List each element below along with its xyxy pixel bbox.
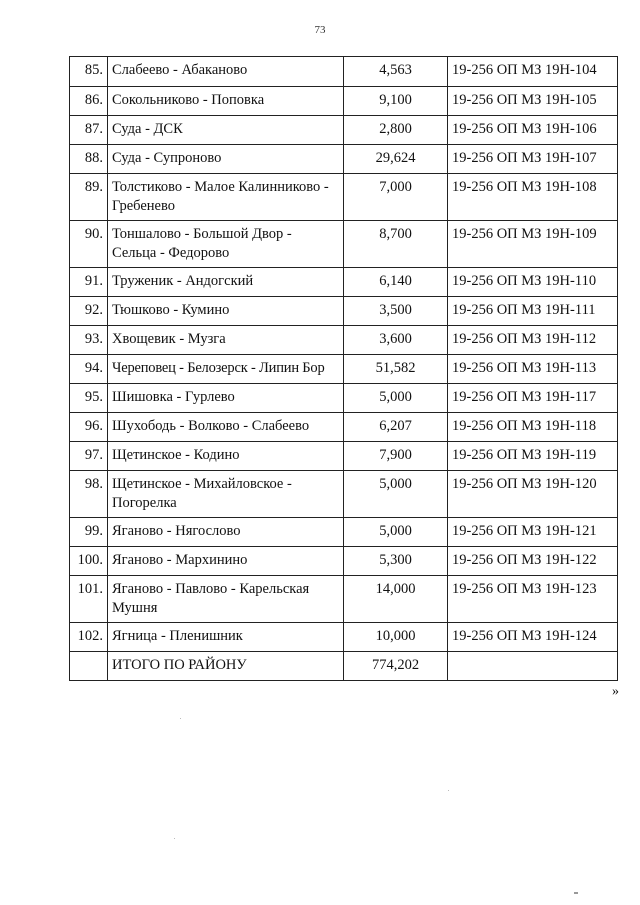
row-number: 102. [70, 623, 108, 652]
table-row [70, 221, 618, 268]
road-code: 19-256 ОП МЗ 19Н-107 [448, 145, 618, 174]
scan-speck [448, 790, 449, 791]
table-row [70, 518, 618, 547]
road-length: 8,700 [344, 221, 448, 268]
closing-quote: » [612, 684, 619, 699]
table-row [70, 297, 618, 326]
table-row [70, 471, 618, 518]
road-code: 19-256 ОП МЗ 19Н-106 [448, 116, 618, 145]
table-row [70, 442, 618, 471]
road-length: 9,100 [344, 87, 448, 116]
table-row [70, 355, 618, 384]
roads-table-body [70, 57, 618, 681]
road-name: Тюшково - Кумино [108, 297, 344, 326]
row-number: 89. [70, 174, 108, 221]
road-code: 19-256 ОП МЗ 19Н-120 [448, 471, 618, 518]
table-row [70, 413, 618, 442]
road-length: 10,000 [344, 623, 448, 652]
row-number: 87. [70, 116, 108, 145]
road-code: 19-256 ОП МЗ 19Н-105 [448, 87, 618, 116]
road-length: 5,000 [344, 471, 448, 518]
road-code: 19-256 ОП МЗ 19Н-122 [448, 547, 618, 576]
road-code: 19-256 ОП МЗ 19Н-108 [448, 174, 618, 221]
total-label: ИТОГО ПО РАЙОНУ [108, 652, 344, 681]
road-name: Ягница - Пленишник [108, 623, 344, 652]
table-row [70, 57, 618, 87]
row-number: 95. [70, 384, 108, 413]
row-number: 98. [70, 471, 108, 518]
road-name: Череповец - Белозерск - Липин Бор [108, 355, 344, 384]
road-length: 4,563 [344, 57, 448, 87]
road-code: 19-256 ОП МЗ 19Н-112 [448, 326, 618, 355]
road-name: Сокольниково - Поповка [108, 87, 344, 116]
road-name: Тоншалово - Большой Двор - Сельца - Федорово [108, 221, 344, 268]
table-row [70, 623, 618, 652]
total-number [70, 652, 108, 681]
road-name: Шухободь - Волково - Слабеево [108, 413, 344, 442]
road-name: Труженик - Андогский [108, 268, 344, 297]
road-code: 19-256 ОП МЗ 19Н-118 [448, 413, 618, 442]
row-number: 92. [70, 297, 108, 326]
row-number: 90. [70, 221, 108, 268]
table-row [70, 326, 618, 355]
road-code: 19-256 ОП МЗ 19Н-117 [448, 384, 618, 413]
road-name: Ягановo - Нягослово [108, 518, 344, 547]
road-name: Хвощевик - Музга [108, 326, 344, 355]
road-length: 7,000 [344, 174, 448, 221]
road-code: 19-256 ОП МЗ 19Н-110 [448, 268, 618, 297]
road-length: 3,500 [344, 297, 448, 326]
row-number: 93. [70, 326, 108, 355]
road-code: 19-256 ОП МЗ 19Н-111 [448, 297, 618, 326]
road-name: Толстиково - Малое Калинниково - Гребенево [108, 174, 344, 221]
road-length: 2,800 [344, 116, 448, 145]
road-name: Суда - Супроново [108, 145, 344, 174]
road-name: Ягановo - Мархинино [108, 547, 344, 576]
scan-speck [174, 838, 175, 839]
road-name: Слабеево - Абаканово [108, 57, 344, 87]
table-row [70, 116, 618, 145]
total-length: 774,202 [344, 652, 448, 681]
row-number: 91. [70, 268, 108, 297]
table-row [70, 145, 618, 174]
table-row [70, 384, 618, 413]
road-code: 19-256 ОП МЗ 19Н-119 [448, 442, 618, 471]
roads-table [69, 56, 618, 681]
row-number: 101. [70, 576, 108, 623]
road-code: 19-256 ОП МЗ 19Н-113 [448, 355, 618, 384]
page-number: 73 [314, 24, 326, 36]
road-length: 14,000 [344, 576, 448, 623]
road-name: Ягановo - Павлово - Карельская Мушня [108, 576, 344, 623]
scan-speck [180, 718, 181, 719]
road-length: 51,582 [344, 355, 448, 384]
road-name: Щетинское - Кодино [108, 442, 344, 471]
road-length: 5,000 [344, 384, 448, 413]
road-name: Щетинское - Михайловское - Погорелка [108, 471, 344, 518]
total-row [70, 652, 618, 681]
road-length: 5,300 [344, 547, 448, 576]
table-row [70, 268, 618, 297]
road-length: 29,624 [344, 145, 448, 174]
table-row [70, 547, 618, 576]
row-number: 94. [70, 355, 108, 384]
road-code: 19-256 ОП МЗ 19Н-123 [448, 576, 618, 623]
table-row [70, 174, 618, 221]
road-code: 19-256 ОП МЗ 19Н-124 [448, 623, 618, 652]
row-number: 97. [70, 442, 108, 471]
table-row [70, 576, 618, 623]
row-number: 99. [70, 518, 108, 547]
row-number: 100. [70, 547, 108, 576]
row-number: 88. [70, 145, 108, 174]
road-code: 19-256 ОП МЗ 19Н-109 [448, 221, 618, 268]
road-length: 3,600 [344, 326, 448, 355]
road-length: 5,000 [344, 518, 448, 547]
road-length: 7,900 [344, 442, 448, 471]
total-code [448, 652, 618, 681]
road-name: Шишовка - Гурлево [108, 384, 344, 413]
road-length: 6,207 [344, 413, 448, 442]
road-code: 19-256 ОП МЗ 19Н-121 [448, 518, 618, 547]
row-number: 85. [70, 57, 108, 87]
row-number: 86. [70, 87, 108, 116]
road-name: Суда - ДСК [108, 116, 344, 145]
table-row [70, 87, 618, 116]
road-code: 19-256 ОП МЗ 19Н-104 [448, 57, 618, 87]
row-number: 96. [70, 413, 108, 442]
scan-speck [574, 892, 578, 894]
road-length: 6,140 [344, 268, 448, 297]
